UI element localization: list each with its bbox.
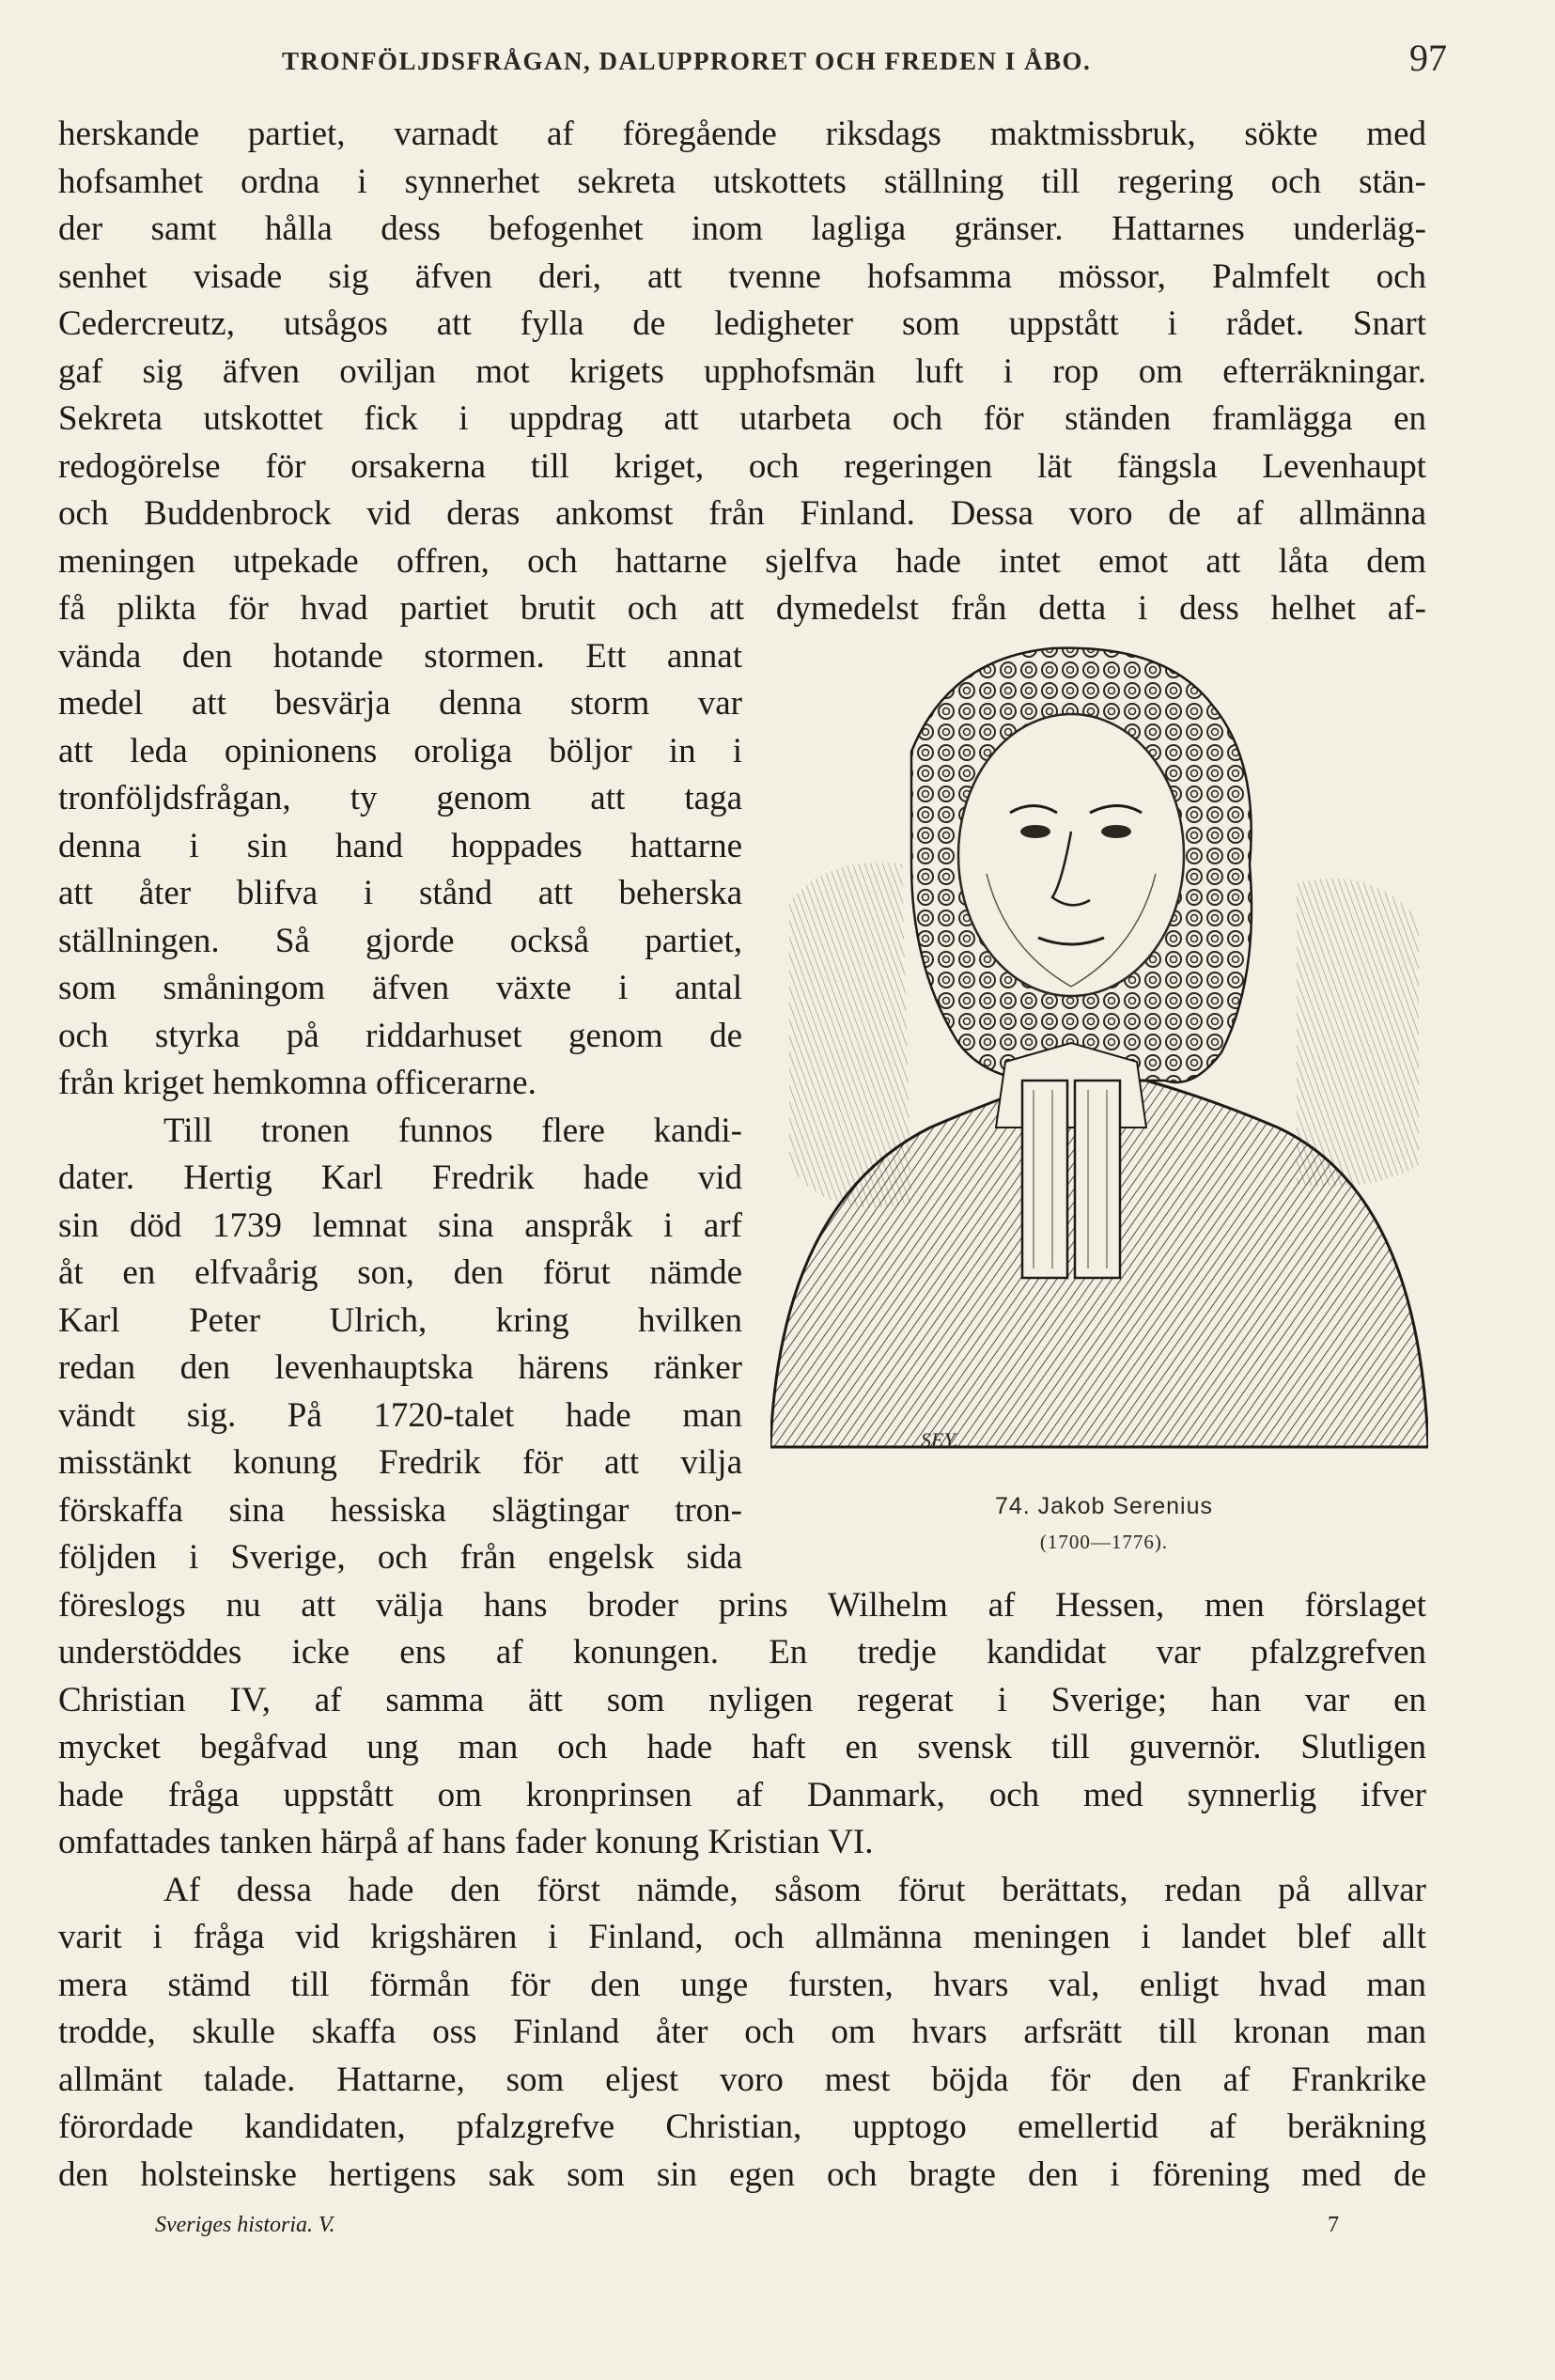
running-title: TRONFÖLJDSFRÅGAN, DALUPPRORET OCH FREDEN I ÅBO. [282, 47, 1092, 75]
engraver-mark: SEY. [921, 1428, 959, 1452]
text-line: från kriget hemkomna officerarne. [58, 1064, 536, 1102]
text-line: trodde, skulle skaffa oss Finland åter och om hvars arfsrätt till kronan man [58, 2013, 1426, 2051]
text-line: meningen utpekade offren, och hattarne sjelfva hade intet emot att låta dem [58, 541, 1426, 581]
text-line: der samt hålla dess befogenhet inom lagliga gränser. Hattarnes underläg- [58, 210, 1426, 248]
paragraph-top [58, 111, 1426, 633]
text-line: den holsteinske hertigens sak som sin egen och bragte den i förening med de [58, 2154, 1426, 2194]
caption-dates: (1700—1776). [1039, 1531, 1169, 1553]
text-line: redogörelse för orsakerna till kriget, och regeringen lät fängsla Levenhaupt [58, 446, 1426, 486]
text-line: förordade kandidaten, pfalzgrefve Christian, upptogo emellertid af beräkning [58, 2108, 1426, 2146]
text-line: varit i fråga vid krigshären i Finland, och allmänna meningen i landet blef allt [58, 1918, 1426, 1956]
text-line: redan den levenhauptska härens ränker [58, 1348, 742, 1387]
text-line: herskande partiet, varnadt af föregående riksdags maktmissbruk, sökte med [58, 115, 1426, 153]
text-line: misstänkt konung Fredrik för att vilja [58, 1443, 742, 1482]
text-line: Karl Peter Ulrich, kring hvilken [58, 1300, 742, 1340]
text-line: att leda opinionens oroliga böljor in i [58, 731, 742, 770]
footer-signature: 7 [1328, 2213, 1339, 2237]
text-line: omfattades tanken härpå af hans fader konung Kristian VI. [58, 1823, 874, 1861]
paragraph-bottom [58, 1582, 1426, 2200]
text-line: tronföljdsfrågan, ty genom att taga [58, 779, 742, 817]
figure-caption [949, 1488, 1259, 1560]
text-line: gaf sig äfven oviljan mot krigets upphofsmän luft i rop om efterräkningar. [58, 351, 1426, 391]
right-eye [1101, 825, 1131, 838]
text-line: Till tronen funnos flere kandi- [163, 1111, 742, 1150]
text-line: medel att besvärja denna storm var [58, 684, 742, 723]
page-number: 97 [1409, 37, 1447, 79]
left-eye [1020, 825, 1050, 838]
text-line: ställningen. Så gjorde också partiet, [58, 921, 742, 960]
text-line: som småningom äfven växte i antal [58, 969, 742, 1007]
text-line: mycket begåfvad ung man och hade haft en svensk till guvernör. Slutligen [58, 1728, 1426, 1766]
text-line: och Buddenbrock vid deras ankomst från Finland. Dessa voro de af allmänna [58, 494, 1426, 533]
text-line: få plikta för hvad partiet brutit och att dymedelst från detta i dess helhet af- [58, 589, 1426, 628]
face [958, 714, 1184, 996]
text-line: och styrka på riddarhuset genom de [58, 1016, 742, 1055]
footer-book-title: Sveriges historia. V. [155, 2213, 335, 2237]
text-line: hade fråga uppstått om kronprinsen af Danmark, och med synnerlig ifver [58, 1775, 1426, 1814]
text-line: mera stämd till förmån för den unge fursten, hvars val, enligt hvad man [58, 1965, 1426, 2004]
text-line: åt en elfvaårig son, den förut nämde [58, 1253, 742, 1292]
text-line: föreslogs nu att välja hans broder prins Wilhelm af Hessen, men förslaget [58, 1585, 1426, 1625]
text-line: Christian IV, af samma ätt som nyligen regerat i Sverige; han var en [58, 1680, 1426, 1719]
text-line: understöddes icke ens af konungen. En tredje kandidat var pfalzgrefven [58, 1633, 1426, 1672]
text-line: vända den hotande stormen. Ett annat [58, 636, 742, 676]
text-line: denna i sin hand hoppades hattarne [58, 826, 742, 865]
text-line: dater. Hertig Karl Fredrik hade vid [58, 1159, 742, 1197]
caption-title: 74. Jakob Serenius [994, 1493, 1214, 1519]
background-hatching [1297, 879, 1419, 1187]
band-left [1022, 1081, 1067, 1278]
band-right [1075, 1081, 1120, 1278]
paragraph-narrow [58, 633, 742, 1582]
portrait-engraving [770, 639, 1428, 1466]
text-line: Sekreta utskottet fick i uppdrag att utarbeta och för ständen framlägga en [58, 399, 1426, 438]
text-line: senhet visade sig äfven deri, att tvenne hofsamma mössor, Palmfelt och [58, 257, 1426, 296]
text-line: allmänt talade. Hattarne, som eljest voro mest böjda för den af Frankrike [58, 2060, 1426, 2099]
text-line: hofsamhet ordna i synnerhet sekreta utskottets ställning till regering och stän- [58, 162, 1426, 201]
text-line: förskaffa sina hessiska slägtingar tron- [58, 1490, 742, 1530]
text-line: Cedercreutz, utsågos att fylla de ledigheter som uppstått i rådet. Snart [58, 304, 1426, 343]
page-footer [155, 2213, 1339, 2250]
text-line: sin död 1739 lemnat sina anspråk i arf [58, 1206, 742, 1245]
text-line: följden i Sverige, och från engelsk sida [58, 1538, 742, 1577]
text-line: Af dessa hade den först nämde, såsom förut berättats, redan på allvar [163, 1870, 1426, 1909]
text-line: vändt sig. På 1720-talet hade man [58, 1395, 742, 1435]
text-line: att åter blifva i stånd att beherska [58, 874, 742, 912]
running-head [56, 36, 1447, 92]
